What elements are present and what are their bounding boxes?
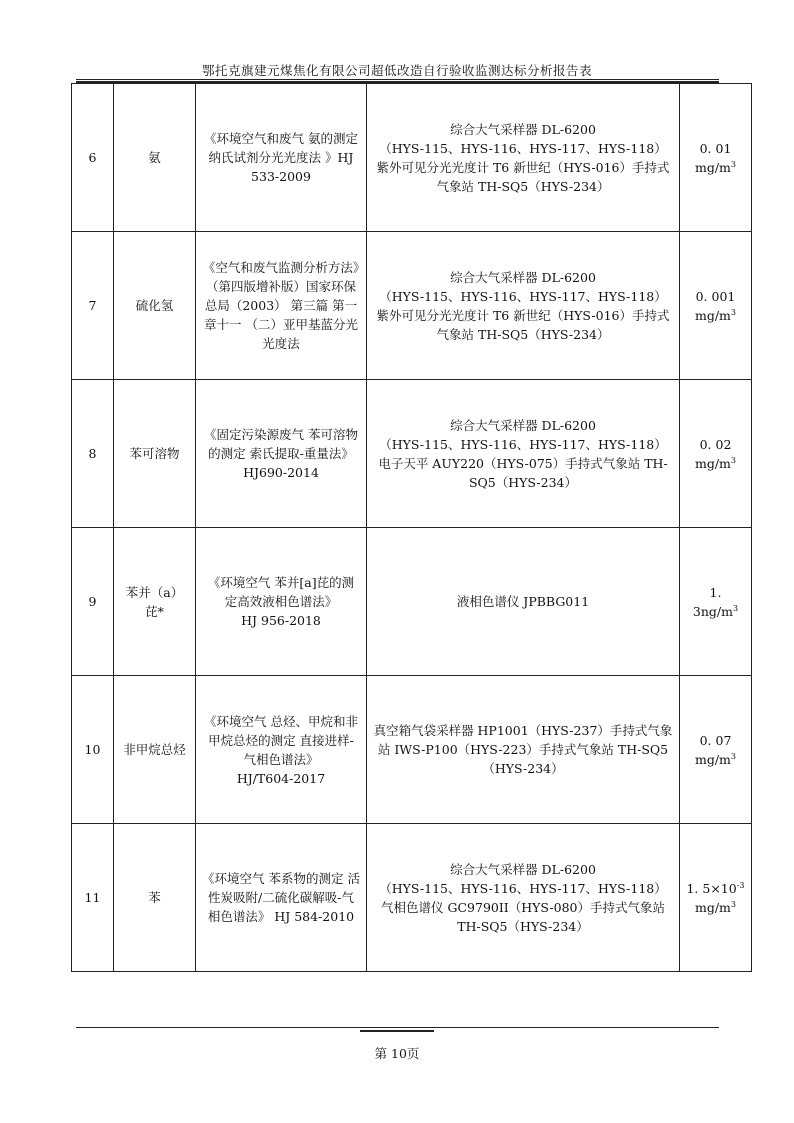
table-row bbox=[72, 528, 752, 676]
analysis-method: 《环境空气 总烃、甲烷和非甲烷总烃的测定 直接进样-气相色谱法》 HJ/T604-2017 bbox=[196, 676, 367, 824]
row-number: 8 bbox=[72, 380, 114, 528]
limit-value: 0. 001 bbox=[695, 288, 736, 304]
limit-value: 0. 01 bbox=[699, 140, 732, 156]
row-number: 7 bbox=[72, 232, 114, 380]
detection-limit bbox=[680, 84, 752, 232]
item-name: 非甲烷总烃 bbox=[114, 676, 196, 824]
table-row bbox=[72, 232, 752, 380]
item-name: 苯 bbox=[114, 824, 196, 972]
equipment: 综合大气采样器 DL-6200 （HYS-115、HYS-116、HYS-117、HYS-118） 电子天平 AUY220（HYS-075）手持式气象站 TH-SQ5（HYS-234） bbox=[367, 380, 680, 528]
analysis-method: 《固定污染源废气 苯可溶物的测定 索氏提取-重量法》HJ690-2014 bbox=[196, 380, 367, 528]
item-name: 苯可溶物 bbox=[114, 380, 196, 528]
analysis-method: 《空气和废气监测分析方法》（第四版增补版）国家环保总局（2003） 第三篇 第一章十一 （二）亚甲基蓝分光光度法 bbox=[196, 232, 367, 380]
equipment: 综合大气采样器 DL-6200 （HYS-115、HYS-116、HYS-117、HYS-118） 紫外可见分光光度计 T6 新世纪（HYS-016）手持式气象站 TH-SQ5（HYS-234） bbox=[367, 232, 680, 380]
limit-unit: $mg/m^3$ bbox=[694, 455, 736, 471]
limit-unit: $mg/m^3$ bbox=[694, 159, 736, 175]
analysis-method: 《环境空气 苯并[a]芘的测定高效液相色谱法》 HJ 956-2018 bbox=[196, 528, 367, 676]
monitoring-methods-table bbox=[71, 83, 752, 972]
limit-unit: $mg/m^3$ bbox=[694, 899, 736, 915]
equipment: 真空箱气袋采样器 HP1001（HYS-237）手持式气象站 IWS-P100（HYS-223）手持式气象站 TH-SQ5（HYS-234） bbox=[367, 676, 680, 824]
item-name: 氨 bbox=[114, 84, 196, 232]
table-row bbox=[72, 84, 752, 232]
analysis-method: 《环境空气 苯系物的测定 活性炭吸附/二硫化碳解吸-气相色谱法》 HJ 584-2010 bbox=[196, 824, 367, 972]
limit-unit: 1. $3ng/m^3$ bbox=[692, 584, 739, 619]
limit-unit: $mg/m^3$ bbox=[694, 307, 736, 323]
footer-rule-short bbox=[360, 1030, 434, 1032]
detection-limit bbox=[680, 528, 752, 676]
row-number: 11 bbox=[72, 824, 114, 972]
page-number: 第 10页 bbox=[374, 1046, 420, 1061]
detection-limit bbox=[680, 676, 752, 824]
header-rule bbox=[76, 79, 719, 80]
equipment: 综合大气采样器 DL-6200 （HYS-115、HYS-116、HYS-117、HYS-118） 气相色谱仪 GC9790II（HYS-080）手持式气象站 TH-SQ5（HYS-234） bbox=[367, 824, 680, 972]
table-row bbox=[72, 380, 752, 528]
page-header-title: 鄂托克旗建元煤焦化有限公司超低改造自行验收监测达标分析报告表 bbox=[201, 63, 592, 78]
analysis-method: 《环境空气和废气 氨的测定 纳氏试剂分光光度法 》HJ 533-2009 bbox=[196, 84, 367, 232]
limit-value: 1. $5\times 10^{-3}$ bbox=[686, 880, 745, 896]
item-name: 硫化氢 bbox=[114, 232, 196, 380]
detection-limit bbox=[680, 232, 752, 380]
limit-value: 0. 02 bbox=[699, 436, 732, 452]
item-name: 苯并（a）芘* bbox=[114, 528, 196, 676]
table-row bbox=[72, 824, 752, 972]
detection-limit bbox=[680, 380, 752, 528]
limit-unit: $mg/m^3$ bbox=[694, 751, 736, 767]
table-row bbox=[72, 676, 752, 824]
limit-value: 0. 07 bbox=[699, 732, 732, 748]
footer-rule bbox=[76, 1027, 719, 1028]
row-number: 6 bbox=[72, 84, 114, 232]
row-number: 10 bbox=[72, 676, 114, 824]
equipment: 液相色谱仪 JPBBG011 bbox=[367, 528, 680, 676]
equipment: 综合大气采样器 DL-6200 （HYS-115、HYS-116、HYS-117、HYS-118） 紫外可见分光光度计 T6 新世纪（HYS-016）手持式气象站 TH-SQ5（HYS-234） bbox=[367, 84, 680, 232]
row-number: 9 bbox=[72, 528, 114, 676]
detection-limit bbox=[680, 824, 752, 972]
